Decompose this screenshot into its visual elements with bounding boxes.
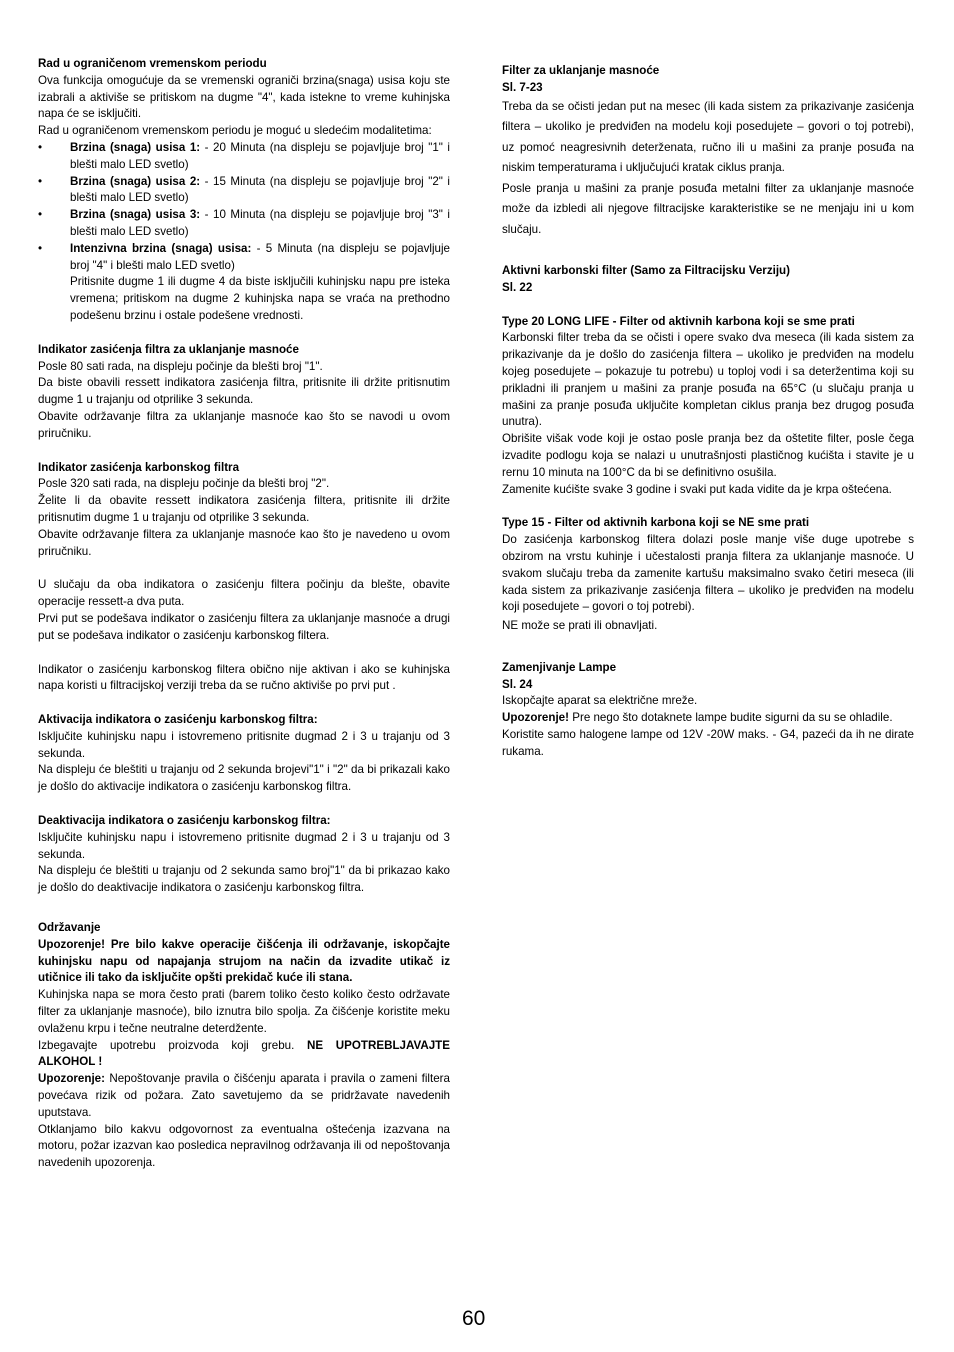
paragraph: U slučaju da oba indikatora o zasićenju filtera počinju da blešte, obavite operacije ressett-a dva puta. bbox=[38, 578, 450, 609]
section-title: Rad u ograničenom vremenskom periodu bbox=[38, 57, 267, 70]
list-item-label: Brzina (snaga) usisa 1: bbox=[70, 140, 201, 154]
section-title: Indikator zasićenja karbonskog filtra bbox=[38, 460, 240, 474]
section-title: Aktivacija indikatora o zasićenju karbonskog filtra: bbox=[38, 713, 318, 727]
bullet: • bbox=[38, 208, 43, 222]
paragraph: Obavite održavanje filtra za uklanjanje masnoće kao što se navodi u ovom priručniku. bbox=[38, 409, 450, 440]
paragraph: Isključite kuhinjsku napu i istovremeno pritisnite dugmad 2 i 3 u trajanju od 3 sekunda. bbox=[38, 729, 450, 760]
paragraph: Zamenite kućište svake 3 godine i svaki put kada vidite da je krpa oštećena. bbox=[502, 482, 892, 496]
paragraph: Na displeju će bleštiti u trajanju od 2 sekunda samo broj"1" da bi prikazao kako je došlo do deaktivacije indikatora o zasićenju karbonskog filtra. bbox=[38, 864, 450, 895]
paragraph: NE može se prati ili obnavljati. bbox=[502, 619, 658, 633]
paragraph: Koristite samo halogene lampe od 12V -20W maks. - G4, pazeći da ih ne dirate rukama. bbox=[502, 727, 914, 758]
paragraph bbox=[38, 1071, 450, 1121]
paragraph: Karbonski filter treba da se očisti i opere svako dva meseca (ili kada sistem za prikazivanje da je došlo do zasićenja filtera – ukoliko je predviđen na modelu kojeg posedujete – pokazuje tu potrebu) u toploj vodi i sa deteržentima koji su prikladni ili pranjem u mašini za pranje posuđa na 65°C (u slučaju pranja u mašini za pranje posuđa uključite kompletan ciklus pranja bez drugog posuđa unutra). bbox=[502, 331, 914, 429]
list-item-label: Brzina (snaga) usisa 2: bbox=[70, 174, 201, 188]
section-title: Type 20 LONG LIFE - Filter od aktivnih karbona koji se sme prati bbox=[502, 314, 855, 328]
section-title: Deaktivacija indikatora o zasićenju karbonskog filtra: bbox=[38, 814, 331, 828]
paragraph-text: Pre nego što dotaknete lampe budite sigurni da su se ohladile. bbox=[569, 711, 893, 725]
right-column bbox=[502, 63, 914, 761]
figure-reference: Sl. 22 bbox=[502, 280, 533, 294]
paragraph: Prvi put se podešava indikator o zasićenju filtera za uklanjanje masnoće a drugi put se podešava indikator o zasićenju karbonskog filtera. bbox=[38, 611, 450, 642]
list-item-text: - 20 Minuta (na displeju se pojavljuje broj "1" i blešti malo LED svetlo) bbox=[70, 140, 450, 171]
paragraph: Iskopčajte aparat sa električne mreže. bbox=[502, 694, 698, 708]
figure-reference: Sl. 7-23 bbox=[502, 80, 543, 94]
left-column bbox=[38, 56, 450, 1172]
paragraph: Treba da se očisti jedan put na mesec (ili kada sistem za prikazivanje zasićenja filtera – ukoliko je predviđen na modelu koji posedujete – govori o toj potrebi), uz pomoć neagresivnih deterženata, ručno ili u mašini za pranje posuđa na niskim temperaturama i uključujući kratak ciklus pranja. bbox=[502, 99, 914, 175]
paragraph: Do zasićenja karbonskog filtera dolazi posle manje više duge upotrebe s obzirom na vrstu kuhinje i učestalosti pranja filtera za uklanjanje masnoće. U svakom slučaju treba da zamenite kartušu maksimalno svako četiri meseca (ili kada sistem za prikazivanje zasićenja filtera – ukoliko je predviđen na modelu koji posedujete – govori o toj potrebi). bbox=[502, 533, 914, 614]
paragraph-text: Nepoštovanje pravila o čišćenju aparata i pravila o zameni filtera povećava rizik od požara. Zato savetujemo da se pridržavate navedenih uputstava. bbox=[38, 1072, 450, 1119]
section-title: Filter za uklanjanje masnoće bbox=[502, 64, 660, 77]
paragraph: Posle 320 sati rada, na displeju počinje da blešti broj "2". bbox=[38, 477, 330, 491]
list-item bbox=[38, 174, 450, 208]
page-number: 60 bbox=[462, 1307, 486, 1330]
paragraph: Posle pranja u mašini za pranje posuđa metalni filter za uklanjanje masnoće može da izbledi ali njegove filtracijske karakteristike se ne menjaju ini u kom slučaju. bbox=[502, 181, 914, 236]
section-title: Održavanje bbox=[38, 921, 101, 935]
paragraph bbox=[502, 710, 914, 727]
list-item-text: - 15 Minuta (na displeju se pojavljuje broj "2" i blešti malo LED svetlo) bbox=[70, 174, 450, 205]
section-title: Aktivni karbonski filter (Samo za Filtracijsku Verziju) bbox=[502, 264, 790, 278]
paragraph-text: Izbegavajte upotrebu proizvoda koji grebu. bbox=[38, 1038, 307, 1052]
warning-label: Upozorenje! bbox=[502, 711, 569, 725]
list-item-text: - 5 Minuta (na displeju se pojavljuje broj "4" i blešti malo LED svetlo) bbox=[70, 241, 451, 272]
paragraph bbox=[38, 1038, 450, 1072]
warning-label: Upozorenje: bbox=[38, 1072, 105, 1086]
warning-text: Upozorenje! Pre bilo kakve operacije čišćenja ili održavanje, iskopčajte kuhinjsku napu od napajanja strujom na način da izvadite utikač iz utičnice ili tako da isključite opšti prekidač kuće ili stana. bbox=[38, 937, 450, 985]
list-item-label: Brzina (snaga) usisa 3: bbox=[70, 208, 201, 222]
bullet: • bbox=[38, 174, 43, 188]
list-item-text: - 10 Minuta (na displeju se pojavljuje broj "3" i blešti malo LED svetlo) bbox=[70, 208, 450, 238]
paragraph: Na displeju će bleštiti u trajanju od 2 sekunda brojevi"1" i "2" da bi prikazali kako je došlo do aktivacije indikatora o zasićenju karbonskog filtra. bbox=[38, 763, 450, 794]
paragraph: Isključite kuhinjsku napu i istovremeno pritisnite dugmad 2 i 3 u trajanju od 3 sekunda. bbox=[38, 830, 450, 861]
list-item bbox=[38, 207, 450, 241]
paragraph: Želite li da obavite ressett indikatora zasićenja filtera, pritisnite ili držite pritisnutim dugme 1 u trajanju od otprilike 3 sekunda. bbox=[38, 494, 450, 524]
bullet: • bbox=[38, 140, 43, 154]
paragraph: Ova funkcija omogućuje da se vremenski ograniči brzina(snaga) usisa koju ste izabrali a aktiviše se pritiskom na dugme "4", kada istekne to vreme kuhinjska napa će se isključiti. bbox=[38, 73, 450, 121]
section-title: Indikator zasićenja filtra za uklanjanje masnoće bbox=[38, 342, 299, 356]
paragraph: Posle 80 sati rada, na displeju počinje da blešti broj "1". bbox=[38, 359, 323, 373]
paragraph: Pritisnite dugme 1 ili dugme 4 da biste isključili kuhinjsku napu pre isteka vremena; pritiskom na dugme 2 kuhinjska napa se vraća na prethodno podešenu brzinu i ostale podešene vrednosti. bbox=[70, 275, 450, 322]
section-title: Zamenjivanje Lampe bbox=[502, 660, 617, 674]
bullet: • bbox=[38, 241, 43, 255]
paragraph: Rad u ograničenom vremenskom periodu je moguć u sledećim modalitetima: bbox=[38, 124, 432, 138]
section-title: Type 15 - Filter od aktivnih karbona koji se NE sme prati bbox=[502, 516, 810, 530]
list-item bbox=[38, 140, 450, 174]
paragraph: Obrišite višak vode koji je ostao posle pranja bez da oštetite filter, posle čega izvadite podlogu koja se nalazi u unutrašnjosti plastičnog kućišta i stavite je u rernu 10 minuta na 100°C da bi se definitivno osušila. bbox=[502, 432, 914, 479]
list-item bbox=[38, 241, 450, 275]
paragraph: Da biste obavili ressett indikatora zasićenja filtra, pritisnite ili držite pritisnutim dugme 1 u trajanju od otprilike 3 sekunda. bbox=[38, 376, 450, 407]
paragraph: Otklanjamo bilo kakvu odgovornost za eventualna oštećenja izazvana na motoru, požar izazvan kao posledica nepravilnog održavanja ili od nepoštovanja navedenih upozorenja. bbox=[38, 1122, 450, 1170]
emphasis-text: NE UPOTREBLJAVAJTE ALKOHOL ! bbox=[38, 1038, 450, 1069]
paragraph: Indikator o zasićenju karbonskog filtera obično nije aktivan i ako se kuhinjska napa koristi u filtracijskoj verziji treba da se ručno aktiviše po prvi put . bbox=[38, 662, 450, 693]
figure-reference: Sl. 24 bbox=[502, 677, 533, 691]
paragraph: Kuhinjska napa se mora često prati (barem toliko često koliko često održavate filter za uklanjanje masnoće), bilo iznutra bilo spolja. Za čišćenje koristite meku ovlaženu krpu i tečne neutralne deterdžente. bbox=[38, 988, 450, 1035]
list-item-label: Intenzivna brzina (snaga) usisa: bbox=[70, 241, 252, 255]
paragraph: Obavite održavanje filtera za uklanjanje masnoće kao što je navedeno u ovom priručniku. bbox=[38, 527, 450, 558]
